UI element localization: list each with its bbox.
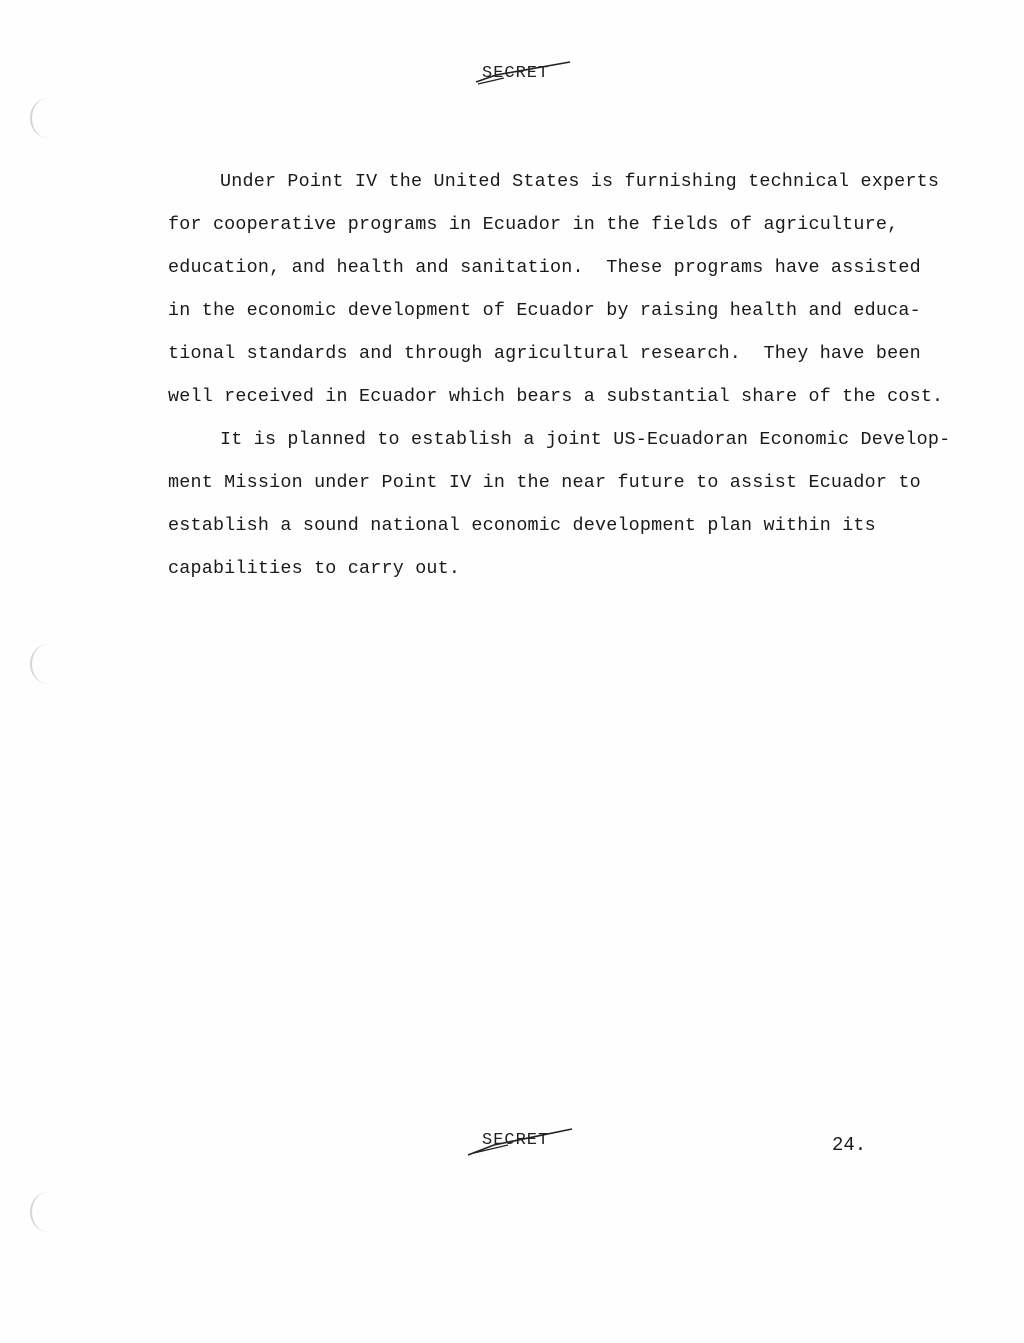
paragraph-line: well received in Ecuador which bears a substantial share of the cost. — [168, 386, 944, 407]
paragraph-1 — [168, 160, 944, 418]
header-classification-text: SECRET — [482, 64, 550, 83]
paragraph-line: education, and health and sanitation. These programs have assisted — [168, 257, 921, 278]
paragraph-line: for cooperative programs in Ecuador in the fields of agriculture, — [168, 214, 899, 235]
footer-classification — [482, 1131, 549, 1150]
footer-classification-text: SECRET — [482, 1131, 550, 1150]
header-classification — [482, 64, 549, 83]
paragraph-line: tional standards and through agricultural research. They have been — [168, 343, 921, 364]
punch-hole-middle — [30, 644, 66, 684]
paragraph-line: establish a sound national economic development plan within its — [168, 515, 876, 536]
paragraph-line: It is planned to establish a joint US-Ecuadoran Economic Develop- — [220, 429, 951, 450]
page-number: 24. — [832, 1134, 867, 1156]
strikethrough-mark-icon — [474, 58, 584, 92]
strikethrough-mark-icon — [474, 1125, 584, 1159]
paragraph-line: capabilities to carry out. — [168, 558, 461, 579]
paragraph-line: in the economic development of Ecuador by raising health and educa- — [168, 300, 921, 321]
paragraph-line: ment Mission under Point IV in the near future to assist Ecuador to — [168, 472, 921, 493]
document-body — [168, 160, 951, 590]
punch-hole-top — [30, 98, 66, 138]
paragraph-line: Under Point IV the United States is furnishing technical experts — [220, 171, 940, 192]
paragraph-2 — [168, 418, 951, 590]
punch-hole-bottom — [30, 1192, 66, 1232]
